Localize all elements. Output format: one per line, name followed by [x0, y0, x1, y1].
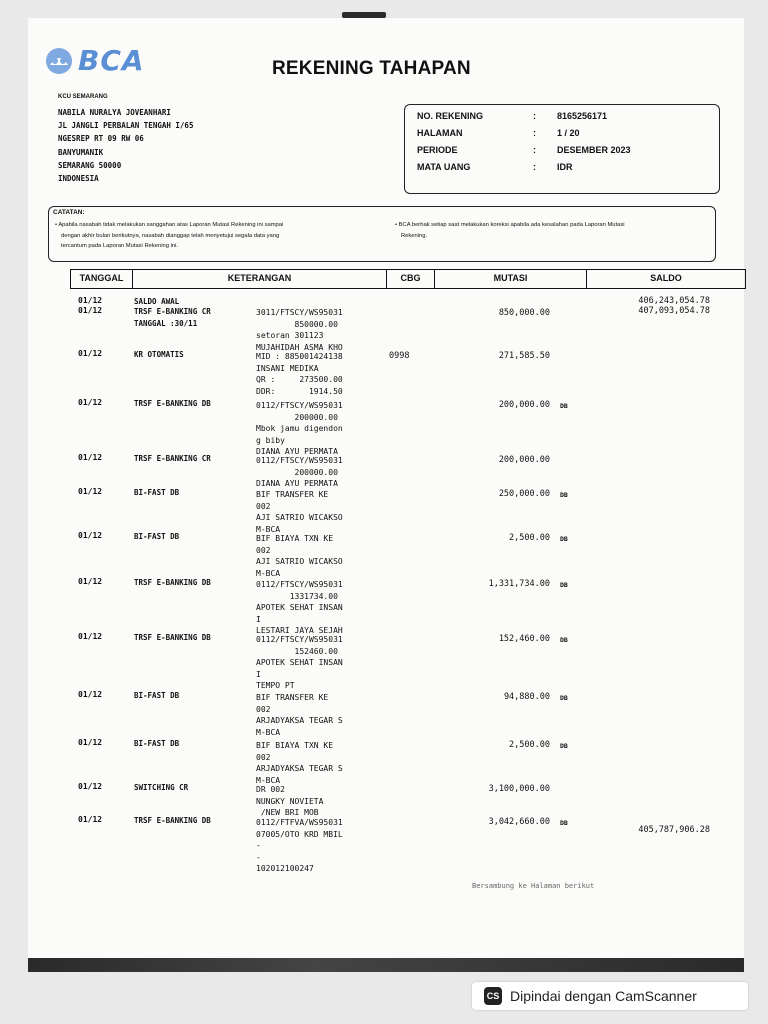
row-type: TRSF E-BANKING DB: [134, 399, 211, 408]
description-line: QR : 273500.00: [256, 375, 343, 384]
row-date: 01/12: [78, 487, 103, 496]
row-date: 01/12: [78, 782, 103, 791]
row-description: [256, 351, 343, 397]
note-line: Rekening.: [401, 232, 428, 239]
page-row: [417, 128, 580, 138]
row-date: 01/12: [78, 398, 103, 407]
row-balance: 405,787,906.28: [638, 825, 710, 835]
address-line: BANYUMANIK: [58, 147, 104, 157]
separator: :: [533, 111, 536, 121]
row-type: BI-FAST DB: [134, 739, 180, 748]
col-balance: SALDO: [650, 273, 682, 283]
description-line: ARJADYAKSA TEGAR S: [256, 716, 343, 725]
separator: :: [533, 162, 536, 172]
description-line: 0112/FTSCY/WS95031: [256, 456, 343, 465]
row-amount: 250,000.00: [498, 489, 550, 499]
table-header: [70, 269, 746, 289]
notes-box: [48, 206, 716, 262]
description-line: BIF TRANSFER KE: [256, 693, 329, 702]
description-line: TEMPO PT: [256, 681, 295, 690]
description-line: 152460.00: [256, 646, 338, 656]
note-line: • Apabila nasabah tidak melakukan sanggahan atas Laporan Mutasi Rekening ini sampai: [55, 222, 284, 228]
description-line: M-BCA: [256, 568, 281, 578]
debit-marker: DB: [560, 491, 568, 499]
description-line: BIF BIAYA TXN KE: [256, 534, 334, 543]
description-line: BIF TRANSFER KE: [256, 490, 329, 499]
row-type: BI-FAST DB: [134, 691, 180, 700]
col-description: KETERANGAN: [133, 270, 387, 288]
description-line: 102012100247: [256, 864, 314, 873]
description-line: 3011/FTSCY/WS95031: [256, 308, 343, 317]
row-amount: 152,460.00: [498, 634, 550, 644]
row-amount: 2,500.00: [509, 740, 550, 750]
description-line: M-BCA: [256, 727, 281, 737]
currency-row: [417, 162, 573, 172]
row-date: 01/12: [78, 815, 103, 824]
description-line: 200000.00: [256, 467, 338, 477]
description-line: 0112/FTSCY/WS95031: [256, 580, 343, 589]
description-line: INSANI MEDIKA: [256, 363, 319, 373]
row-description: [256, 740, 343, 786]
note-line: tercantum pada Laporan Mutasi Rekening ini.: [61, 243, 178, 249]
row-branch: 0998: [389, 351, 410, 361]
description-line: 0112/FTSCY/WS95031: [256, 635, 343, 644]
scan-bottom-edge: [28, 958, 744, 972]
description-line: 200000.00: [256, 412, 338, 422]
description-line: 002: [256, 501, 271, 511]
currency-value: IDR: [557, 162, 573, 172]
description-line: M-BCA: [256, 775, 281, 785]
description-line: MID : 885001424138: [256, 352, 343, 361]
bca-logo-icon: [44, 46, 74, 76]
description-line: setoran 301123: [256, 331, 324, 340]
row-date: 01/12: [78, 306, 103, 315]
debit-marker: DB: [560, 581, 568, 589]
description-line: DR 002: [256, 785, 285, 794]
row-description: [256, 455, 343, 490]
row-type: BI-FAST DB: [134, 488, 180, 497]
description-line: MUJAHIDAH ASMA KHO: [256, 342, 343, 352]
row-type: TRSF E-BANKING DB: [134, 816, 211, 825]
bank-name: BCA: [78, 44, 145, 77]
row-type: TRSF E-BANKING DB: [134, 578, 211, 587]
notes-title: CATATAN:: [53, 209, 85, 216]
description-line: 850000.00: [256, 319, 338, 329]
description-line: DIANA AYU PERMATA: [256, 447, 338, 456]
address-line: NABILA NURALYA JOVEANHARI: [58, 108, 171, 117]
description-line: AJI SATRIO WICAKSO: [256, 557, 343, 566]
period-label: PERIODE: [417, 145, 458, 155]
debit-marker: DB: [560, 742, 568, 750]
row-date: 01/12: [78, 690, 103, 699]
row-type: TRSF E-BANKING CR TANGGAL :30/11: [134, 307, 211, 328]
period-row: [417, 145, 631, 155]
note-line: • BCA berhak setiap saat melakukan koreksi apabila ada kesalahan pada Laporan Mutasi: [395, 222, 625, 228]
description-line: I: [256, 614, 261, 624]
row-date: 01/12: [78, 453, 103, 462]
address-line: NGESREP RT 09 RW 06: [58, 134, 144, 144]
account-info-box: [404, 104, 720, 194]
note-line: dengan akhir bulan berikutnya, nasabah dianggap telah menyetujui segala data yang: [61, 232, 280, 239]
debit-marker: DB: [560, 694, 568, 702]
note-left: [55, 220, 283, 252]
description-line: /NEW BRI MOB: [256, 808, 319, 817]
description-line: g biby: [256, 435, 285, 445]
row-date: 01/12: [78, 738, 103, 747]
page-label: HALAMAN: [417, 128, 463, 138]
currency-label: MATA UANG: [417, 162, 471, 172]
description-line: 002: [256, 752, 271, 762]
description-line: DIANA AYU PERMATA: [256, 479, 338, 488]
row-description: [256, 400, 343, 458]
description-line: APOTEK SEHAT INSAN: [256, 603, 343, 612]
scan-edge-mark: [342, 12, 386, 18]
row-amount: 3,042,660.00: [488, 817, 550, 827]
description-line: 002: [256, 704, 271, 714]
continued-note: Bersambung ke Halaman berikut: [472, 882, 595, 890]
description-line: 0112/FTSCY/WS95031: [256, 401, 343, 410]
description-line: -: [256, 841, 261, 850]
address-line: JL JANGLI PERBALAN TENGAH I/65: [58, 121, 194, 131]
row-type: SALDO AWAL: [134, 297, 180, 306]
description-line: DDR: 1914.50: [256, 386, 343, 396]
description-line: 002: [256, 545, 271, 555]
address-line: INDONESIA: [58, 174, 99, 184]
description-line: 1331734.00: [256, 591, 338, 601]
row-balance: 407,093,054.78: [638, 306, 710, 316]
row-date: 01/12: [78, 349, 103, 358]
row-amount: 271,585.50: [498, 351, 550, 361]
row-description: [256, 817, 343, 875]
row-amount: 200,000.00: [498, 455, 550, 465]
description-line: APOTEK SEHAT INSAN: [256, 658, 343, 667]
row-date: 01/12: [78, 296, 103, 305]
camscanner-icon: CS: [484, 987, 502, 1005]
customer-address: [58, 106, 193, 185]
description-line: 0112/FTFVA/WS95031: [256, 818, 343, 827]
row-description: [256, 579, 343, 637]
row-amount: 3,100,000.00: [488, 784, 550, 794]
row-amount: 200,000.00: [498, 400, 550, 410]
description-line: Mbok jamu digendon: [256, 424, 343, 433]
description-line: LESTARI JAYA SEJAH: [256, 626, 343, 635]
address-line: SEMARANG 50000: [58, 160, 122, 170]
branch-name: KCU SEMARANG: [58, 94, 108, 100]
debit-marker: DB: [560, 636, 568, 644]
row-type: KR OTOMATIS: [134, 350, 184, 359]
separator: :: [533, 128, 536, 138]
period-value: DESEMBER 2023: [557, 145, 631, 155]
row-amount: 94,880.00: [503, 692, 550, 702]
description-line: NUNGKY NOVIETA: [256, 796, 324, 806]
row-date: 01/12: [78, 577, 103, 586]
description-line: ARJADYAKSA TEGAR S: [256, 764, 343, 773]
row-description: [256, 784, 323, 819]
row-description: [256, 489, 343, 535]
account-label: NO. REKENING: [417, 111, 484, 121]
row-amount: 1,331,734.00: [488, 579, 550, 589]
row-description: [256, 692, 343, 738]
row-amount: 850,000.00: [498, 308, 550, 318]
description-line: BIF BIAYA TXN KE: [256, 741, 334, 750]
row-date: 01/12: [78, 632, 103, 641]
statement-title: REKENING TAHAPAN: [272, 58, 471, 79]
row-date: 01/12: [78, 531, 103, 540]
bca-logo: [44, 44, 145, 77]
page-value: 1 / 20: [557, 128, 580, 138]
row-type: SWITCHING CR: [134, 783, 189, 792]
row-type: BI-FAST DB: [134, 532, 180, 541]
debit-marker: DB: [560, 819, 568, 827]
row-description: [256, 307, 343, 353]
camscanner-badge: [472, 982, 748, 1010]
camscanner-text: Dipindai dengan CamScanner: [510, 988, 697, 1004]
row-description: [256, 533, 343, 579]
description-line: AJI SATRIO WICAKSO: [256, 513, 343, 522]
col-date: TANGGAL: [71, 270, 133, 288]
description-line: 07005/OTO KRD MBIL: [256, 829, 343, 839]
row-description: [256, 634, 343, 692]
description-line: M-BCA: [256, 524, 281, 534]
account-number-row: [417, 111, 607, 121]
row-balance: 406,243,054.78: [638, 296, 710, 306]
separator: :: [533, 145, 536, 155]
description-line: -: [256, 852, 261, 862]
debit-marker: DB: [560, 535, 568, 543]
row-type: TRSF E-BANKING DB: [134, 633, 211, 642]
row-type: TRSF E-BANKING CR: [134, 454, 211, 463]
row-amount: 2,500.00: [509, 533, 550, 543]
description-line: I: [256, 669, 261, 679]
col-branch: CBG: [387, 270, 435, 288]
account-value: 8165256171: [557, 111, 608, 121]
debit-marker: DB: [560, 402, 568, 410]
col-amount: MUTASI: [435, 270, 587, 288]
note-right: [395, 220, 625, 241]
